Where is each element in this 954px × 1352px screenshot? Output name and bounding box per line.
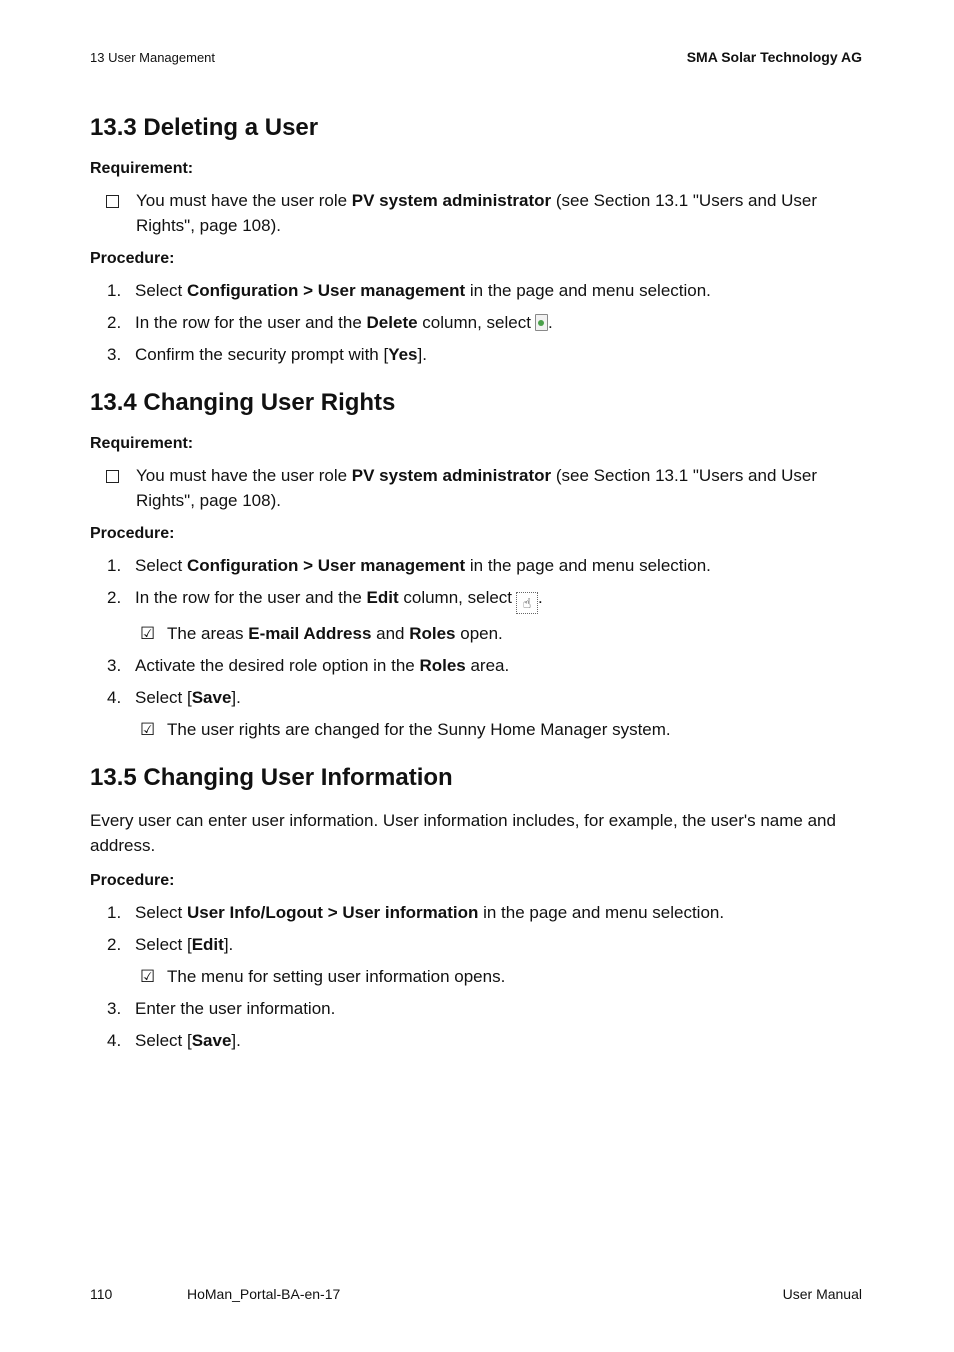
step-2: 2. Select [Edit]. — [107, 935, 234, 954]
step-4: 4. Select [Save]. — [107, 1031, 241, 1050]
procedure-label: Procedure: — [90, 250, 175, 267]
step-2: 2. In the row for the user and the Delete column, select . — [107, 313, 553, 332]
step-result: ☑ The areas E-mail Address and Roles open. — [90, 621, 862, 646]
check-icon: ☑ — [140, 967, 156, 986]
step-1: 1. Select Configuration > User management in the page and menu selection. — [107, 281, 711, 300]
step-3: 3. Activate the desired role option in the Roles area. — [107, 656, 510, 675]
check-icon: ☑ — [140, 720, 156, 739]
requirement-item: You must have the user role PV system administrator (see Section 13.1 "Users and User Rights", page 108). — [90, 463, 862, 513]
requirement-item: You must have the user role PV system administrator (see Section 13.1 "Users and User Rights", page 108). — [90, 188, 862, 238]
page-content — [90, 112, 862, 1073]
step-result: ☑ The menu for setting user information opens. — [90, 964, 862, 989]
check-icon: ☑ — [140, 624, 156, 643]
procedure-label: Procedure: — [90, 525, 175, 542]
section-changing-user-rights — [90, 387, 862, 742]
section-title: 13.4 Changing User Rights — [90, 389, 396, 416]
requirement-label: Requirement: — [90, 435, 194, 452]
requirement-label: Requirement: — [90, 160, 194, 177]
section-deleting-user — [90, 112, 862, 367]
footer-document-type: User Manual — [782, 1286, 862, 1302]
section-changing-user-information — [90, 762, 862, 1053]
procedure-label: Procedure: — [90, 872, 175, 889]
checkbox-icon — [106, 470, 119, 483]
step-1: 1. Select User Info/Logout > User information in the page and menu selection. — [107, 903, 725, 922]
step-3: 3. Confirm the security prompt with [Yes]. — [107, 345, 427, 364]
footer-document-id: HoMan_Portal-BA-en-17 — [187, 1286, 341, 1302]
footer-page-number: 110 — [90, 1286, 113, 1302]
step-2: 2. In the row for the user and the Edit column, select ☝ . — [90, 585, 862, 614]
header-chapter: 13 User Management — [90, 50, 216, 65]
step-1: 1. Select Configuration > User management in the page and menu selection. — [107, 556, 711, 575]
delete-icon — [535, 314, 548, 331]
section-title: 13.5 Changing User Information — [90, 764, 453, 791]
hand-pointer-icon: ☝ — [516, 592, 538, 614]
step-4: 4. Select [Save]. — [107, 688, 241, 707]
step-3: 3. Enter the user information. — [107, 999, 336, 1018]
section-title: 13.3 Deleting a User — [90, 114, 319, 141]
intro-text: Every user can enter user information. User information includes, for example, the user's name and address. — [90, 811, 836, 855]
step-result: ☑ The user rights are changed for the Sunny Home Manager system. — [90, 717, 862, 742]
header-company: SMA Solar Technology AG — [686, 49, 862, 65]
checkbox-icon — [106, 195, 119, 208]
